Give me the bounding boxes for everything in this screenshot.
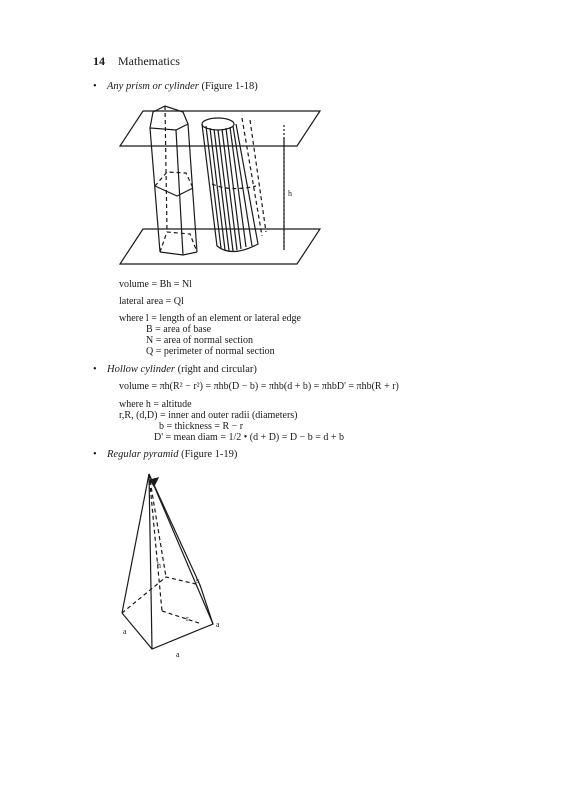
hollow-where-line: r,R, (d,D) = inner and outer radii (diameters) [119,410,298,421]
hollow-heading-italic: Hollow cylinder [107,364,175,375]
hollow-heading [93,364,257,375]
pyramid-label-a-right: a [216,620,220,629]
pyramid-label-r: r [186,614,189,623]
pyramid-heading [93,449,237,460]
bullet-icon: • [93,81,97,92]
pyramid-label-s: s [196,576,200,585]
pyramid-shape [122,474,213,649]
pyramid-label-a-left: a [123,627,127,636]
hollow-volume-formula: volume = πh(R² − r²) = πhb(D − b) = πhb(d + b) = πhbD' = πhb(R + r) [119,381,399,392]
prism-where-line: Q = perimeter of normal section [146,346,275,357]
altitude-label: h [288,189,292,198]
pyramid-heading-ref: (Figure 1-19) [181,449,238,460]
page-number: 14 [93,54,105,68]
prism-heading-ref: (Figure 1-18) [201,81,258,92]
pyramid-heading-italic: Regular pyramid [107,449,179,460]
running-header: Mathematics [118,54,180,68]
hollow-where-line: b = thickness = R − r [159,421,244,432]
hollow-where-line: D' = mean diam = 1/2 • (d + D) = D − b = d + b [154,432,345,443]
cylinder-shape [202,118,266,252]
hollow-where-line: where h = altitude [119,399,192,410]
prism-heading [93,81,258,92]
prism-where-line: B = area of base [146,324,212,335]
hollow-heading-rest: (right and circular) [177,364,257,375]
prism-where-line: where l = length of an element or lateral edge [119,313,301,324]
pyramid-label-a-bottom: a [176,650,180,659]
prism-volume-formula: volume = Bh = Nl [119,279,192,290]
prism-where-line: N = area of normal section [146,335,253,346]
prism-shape [150,106,197,255]
bottom-plane [120,229,320,264]
bullet-icon: • [93,449,97,460]
prism-heading-italic: Any prism or cylinder [107,81,199,92]
bullet-icon: • [93,364,97,375]
pyramid-label-h: h [157,561,161,570]
top-plane [120,111,320,146]
prism-lateral-formula: lateral area = Ql [119,296,184,307]
